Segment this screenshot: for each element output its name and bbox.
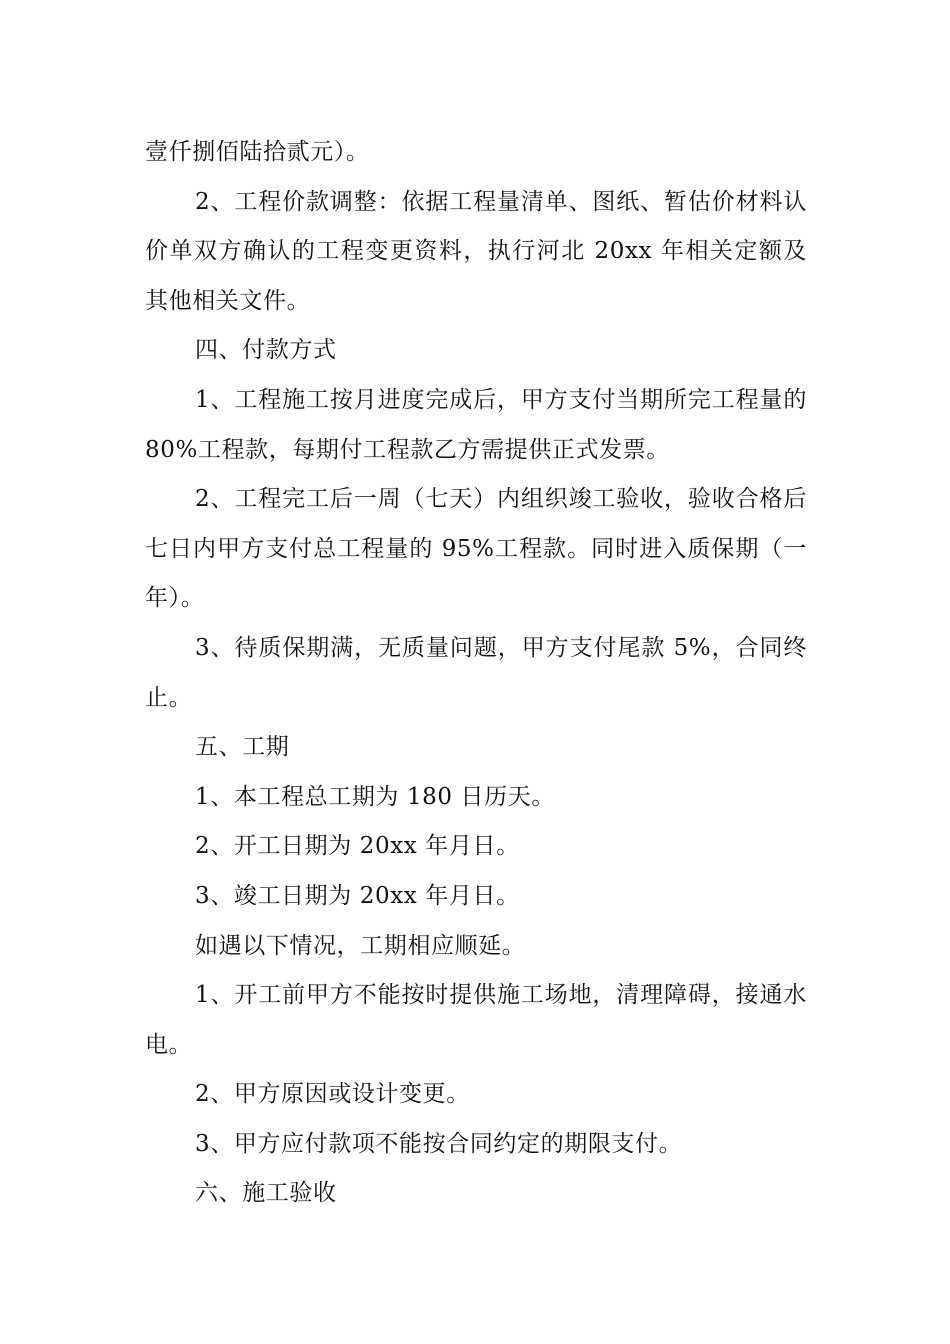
paragraph-extension-design: 2、甲方原因或设计变更。 xyxy=(195,1081,470,1108)
section-heading-schedule: 五、工期 xyxy=(195,734,290,761)
section-heading-acceptance: 六、施工验收 xyxy=(195,1180,337,1207)
paragraph-start-date: 2、开工日期为 20xx 年月日。 xyxy=(195,833,520,860)
section-heading-payment: 四、付款方式 xyxy=(195,337,337,364)
paragraph-completion-date: 3、竣工日期为 20xx 年月日。 xyxy=(195,882,520,909)
document-body xyxy=(145,128,807,1219)
paragraph-total-duration: 1、本工程总工期为 180 日历天。 xyxy=(195,783,555,810)
paragraph-payment-completion: 2、工程完工后一周（七天）内组织竣工验收，验收合格后七日内甲方支付总工程量的 95%工程款。同时进入质保期（一年）。 xyxy=(145,486,807,612)
paragraph-extension-payment: 3、甲方应付款项不能按合同约定的期限支付。 xyxy=(195,1130,683,1157)
paragraph-price-adjustment: 2、工程价款调整：依据工程量清单、图纸、暂估价材料认价单双方确认的工程变更资料，执行河北 20xx 年相关定额及其他相关文件。 xyxy=(145,188,807,314)
paragraph-extension-intro: 如遇以下情况，工期相应顺延。 xyxy=(195,932,526,959)
paragraph-payment-monthly: 1、工程施工按月进度完成后，甲方支付当期所完工程量的 80%工程款，每期付工程款乙方需提供正式发票。 xyxy=(145,386,807,463)
paragraph-extension-site: 1、开工前甲方不能按时提供施工场地，清理障碍，接通水电。 xyxy=(145,982,807,1058)
paragraph-amount-continuation: 壹仟捌佰陆拾贰元）。 xyxy=(145,139,370,165)
paragraph-payment-final: 3、待质保期满，无质量问题，甲方支付尾款 5%，合同终止。 xyxy=(145,634,807,711)
